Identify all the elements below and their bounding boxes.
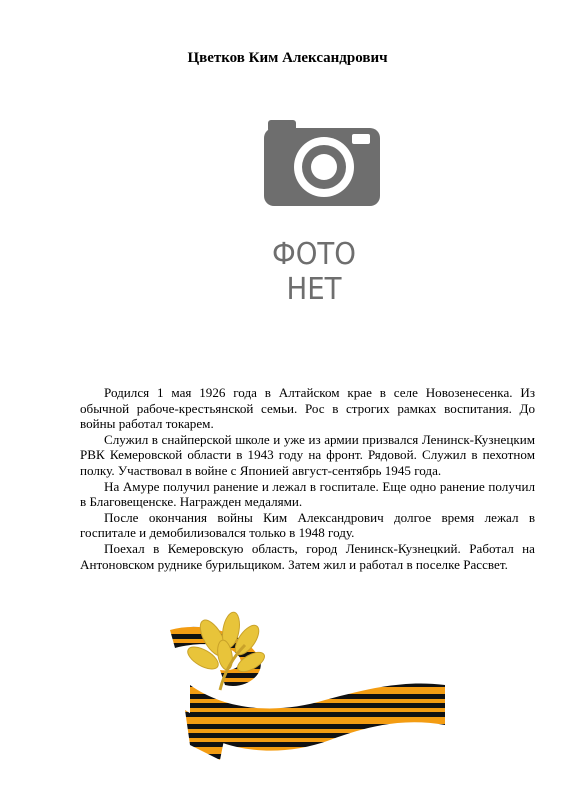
bio-paragraph: На Амуре получил ранение и лежал в госпитале. Еще одно ранение получил в Благовещенске. Награжден медалями. [80,478,535,510]
bio-paragraph: Поехал в Кемеровскую область, город Ленинск-Кузнецкий. Работал на Антоновском руднике бурильщиком. Затем жил и работал в поселке Рассвет. [80,540,535,572]
bio-paragraph: После окончания войны Ким Александрович долгое время лежал в госпитале и демобилизовался только в 1948 году. [80,509,535,541]
page-title: Цветков Ким Александрович [187,50,388,66]
bio-paragraph: Служил в снайперской школе и уже из армии призвался Ленинск-Кузнецким РВК Кемеровской области в 1943 году на фронт. Рядовой. Служил в пехотном полку. Участвовал в войне с Японией август-сентябрь 1945 года. [80,431,535,478]
biography [80,385,535,572]
photo-missing-label: ФОТО НЕТ [271,237,357,307]
st-george-ribbon-icon [165,600,450,770]
camera-icon [240,110,405,220]
bio-paragraph: Родился 1 мая 1926 года в Алтайском крае в селе Новозенесенка. Из обычной рабоче-крестьянской семьи. Рос в строгих рамках воспитания. До войны работал токарем. [80,385,535,432]
st-george-ribbon [165,600,450,770]
